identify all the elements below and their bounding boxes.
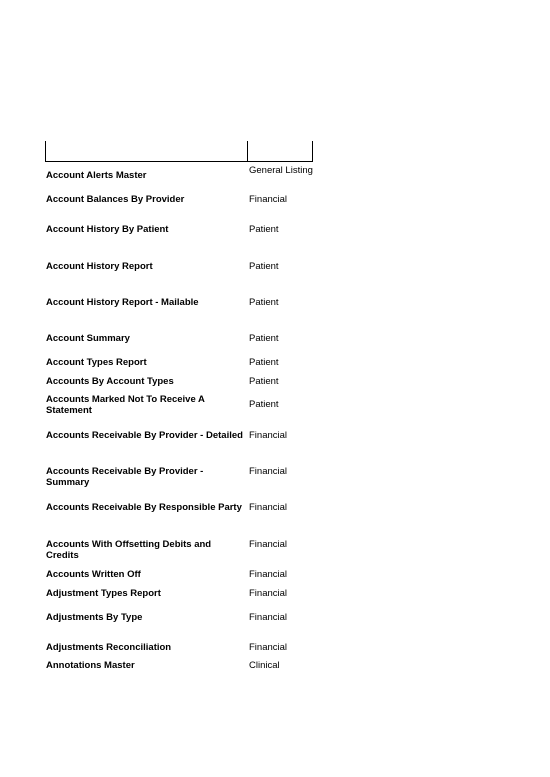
report-name: Accounts Receivable By Provider - Detailed [46, 430, 243, 441]
report-name: Accounts Written Off [46, 569, 141, 580]
report-name: Account Balances By Provider [46, 194, 185, 205]
report-category: Financial [249, 569, 288, 580]
report-name: Annotations Master [46, 660, 135, 671]
report-name: Accounts With Offsetting Debits and Credits [46, 539, 212, 561]
report-category: Financial [249, 588, 288, 599]
report-category: Patient [249, 297, 279, 308]
report-category: Financial [249, 466, 288, 477]
report-name: Adjustments By Type [46, 612, 143, 623]
report-category: Financial [249, 194, 288, 205]
report-name: Account History Report - Mailable [46, 297, 199, 308]
table-header [45, 141, 313, 162]
report-category: Clinical [249, 660, 280, 671]
report-name: Accounts Receivable By Responsible Party [46, 502, 242, 513]
report-category: Financial [249, 642, 288, 653]
header-column-divider [247, 141, 248, 162]
report-category: Patient [249, 224, 279, 235]
report-category: Financial [249, 430, 288, 441]
report-name: Accounts By Account Types [46, 376, 174, 387]
report-category: Patient [249, 333, 279, 344]
report-category: Financial [249, 539, 288, 550]
report-category: Patient [249, 261, 279, 272]
report-category: Financial [249, 502, 288, 513]
report-name: Accounts Receivable By Provider - Summary [46, 466, 204, 488]
report-category: Patient [249, 376, 279, 387]
report-name: Accounts Marked Not To Receive A Statement [46, 394, 205, 416]
report-name: Adjustments Reconciliation [46, 642, 172, 653]
report-category: General Listing [249, 165, 313, 176]
report-name: Account Alerts Master [46, 170, 147, 181]
report-name: Account History Report [46, 261, 153, 272]
report-name: Account Types Report [46, 357, 147, 368]
report-category: Financial [249, 612, 288, 623]
report-category: Patient [249, 399, 279, 410]
report-category: Patient [249, 357, 279, 368]
report-name: Account History By Patient [46, 224, 169, 235]
report-name: Account Summary [46, 333, 130, 344]
report-name: Adjustment Types Report [46, 588, 161, 599]
